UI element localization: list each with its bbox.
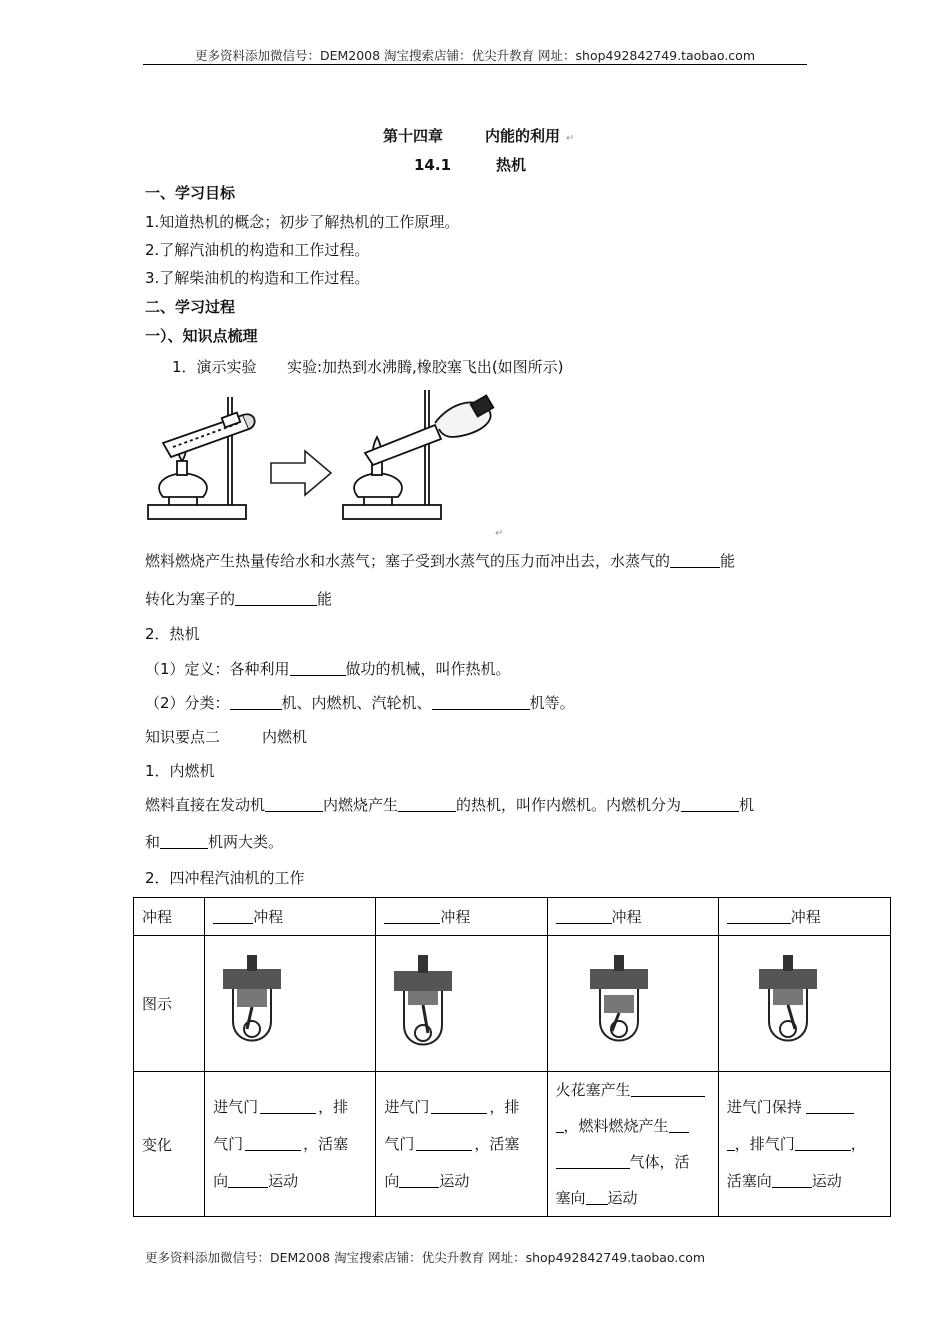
blank[interactable] xyxy=(806,1099,854,1114)
blank[interactable] xyxy=(431,1099,487,1114)
blank xyxy=(556,909,612,924)
blank[interactable] xyxy=(290,661,346,676)
cell-text: ，排气门 xyxy=(734,1134,795,1153)
cell-text: 气门 xyxy=(213,1134,244,1153)
stroke-name-cell[interactable] xyxy=(547,898,718,936)
point2-title: 内燃机 xyxy=(262,728,308,746)
blank[interactable] xyxy=(556,1154,630,1169)
stroke-suffix: 冲程 xyxy=(253,908,284,926)
blank[interactable] xyxy=(228,1173,268,1188)
cell-text: ，排 xyxy=(489,1097,520,1116)
stroke-suffix: 冲程 xyxy=(440,908,471,926)
blank[interactable] xyxy=(795,1136,851,1151)
blank xyxy=(384,909,440,924)
process-heading: 二、学习过程 xyxy=(145,298,236,316)
ice-text: 的热机，叫作内燃机。内燃机分为 xyxy=(456,796,682,814)
class-text: 机、内燃机、汽轮机、 xyxy=(281,694,432,712)
blank[interactable] xyxy=(727,1136,735,1151)
energy-text: 能 xyxy=(317,590,333,608)
chapter-name: 内能的利用 xyxy=(485,127,561,145)
stroke-name-cell[interactable] xyxy=(718,898,890,936)
cell-text: 进气门 xyxy=(213,1097,259,1116)
cell-text: ，燃料燃烧产生 xyxy=(563,1117,669,1135)
cell-text: 运动 xyxy=(439,1171,470,1190)
engine-diagram-cell xyxy=(718,936,890,1072)
engine-power-diagram xyxy=(584,951,654,1057)
blank[interactable] xyxy=(631,1082,705,1097)
ice-text: 和 xyxy=(145,833,161,851)
stroke-name-cell[interactable] xyxy=(205,898,376,936)
goal-item-1: 1.知道热机的概念；初步了解热机的工作原理。 xyxy=(145,213,460,231)
class-text: 机等。 xyxy=(529,694,575,712)
blank[interactable] xyxy=(260,1099,316,1114)
ice-text: 机 xyxy=(739,796,755,814)
paragraph-mark: ↵ xyxy=(566,133,575,144)
blank[interactable] xyxy=(432,695,530,710)
blank[interactable] xyxy=(556,1118,564,1133)
definition-text: （1）定义：各种利用 xyxy=(145,660,290,678)
engine-diagram-cell xyxy=(205,936,376,1072)
engine-diagram-cell xyxy=(547,936,718,1072)
blank[interactable] xyxy=(670,553,720,568)
engine-intake-diagram xyxy=(217,951,287,1057)
ice-text: 机两大类。 xyxy=(208,833,284,851)
cell-text: ，活塞 xyxy=(303,1134,349,1153)
cell-text: 进气门保持 xyxy=(726,1097,802,1116)
experiment-before xyxy=(148,397,255,519)
page-footer: 更多资料添加微信号：DEM2008 淘宝搜索店铺：优尖升教育 网址：shop492842749.taobao.com xyxy=(145,1250,706,1265)
energy-text: 转化为塞子的 xyxy=(145,590,236,608)
ice-line-1 xyxy=(145,795,754,815)
blank[interactable] xyxy=(669,1118,689,1133)
change-cell-power xyxy=(547,1072,718,1217)
stroke-suffix: 冲程 xyxy=(611,908,642,926)
cell-text: ，活塞 xyxy=(474,1134,520,1153)
cell-text: 向 xyxy=(213,1171,229,1190)
engine-exhaust-diagram xyxy=(753,951,823,1057)
blank[interactable] xyxy=(265,797,323,812)
section-number: 14.1 xyxy=(414,156,452,174)
cell-text: 火花塞产生 xyxy=(555,1081,631,1099)
ice-text: 内燃烧产生 xyxy=(323,796,399,814)
demo-description: 实验:加热到水沸腾,橡胶塞飞出(如图所示) xyxy=(287,358,564,376)
section-name: 热机 xyxy=(496,156,527,174)
blank[interactable] xyxy=(398,797,456,812)
stroke-heading: 2．四冲程汽油机的工作 xyxy=(145,869,305,887)
energy-line-2 xyxy=(145,589,332,609)
change-cell-compression xyxy=(376,1072,547,1217)
cell-text: 向 xyxy=(384,1171,400,1190)
page-header: 更多资料添加微信号：DEM2008 淘宝搜索店铺：优尖升教育 网址：shop492842749.taobao.com xyxy=(194,48,756,63)
demo-label: 1．演示实验 xyxy=(172,358,257,376)
point2-label: 知识要点二 xyxy=(145,728,221,746)
definition-text: 做功的机械，叫作热机。 xyxy=(345,660,511,678)
stroke-name-cell[interactable] xyxy=(376,898,547,936)
table-row xyxy=(134,898,891,936)
blank xyxy=(213,909,253,924)
goal-item-3: 3.了解柴油机的构造和工作过程。 xyxy=(145,269,370,287)
experiment-illustration xyxy=(143,385,503,535)
change-cell-intake xyxy=(205,1072,376,1217)
engine-compression-diagram xyxy=(388,949,458,1059)
blank xyxy=(727,909,791,924)
paragraph-mark: ↵ xyxy=(495,528,504,539)
cell-text: 气体，活 xyxy=(629,1153,690,1171)
heat-engine-classification xyxy=(145,693,575,713)
goal-item-2: 2.了解汽油机的构造和工作过程。 xyxy=(145,241,370,259)
blank[interactable] xyxy=(230,695,282,710)
engine-diagram-cell xyxy=(376,936,547,1072)
blank[interactable] xyxy=(235,591,317,606)
class-text: （2）分类： xyxy=(145,694,230,712)
heat-engine-heading: 2．热机 xyxy=(145,625,200,643)
knowledge-subheading: 一）、知识点梳理 xyxy=(145,327,258,345)
cell-text: 活塞向 xyxy=(726,1171,772,1190)
stroke-table xyxy=(133,897,891,1217)
blank[interactable] xyxy=(160,834,208,849)
chapter-label: 第十四章 xyxy=(383,127,444,145)
ice-line-2 xyxy=(145,832,283,852)
blank[interactable] xyxy=(245,1136,301,1151)
change-cell-exhaust xyxy=(718,1072,890,1217)
cell-text: 运动 xyxy=(268,1171,299,1190)
table-row xyxy=(134,936,891,1072)
cell-text: 塞向 xyxy=(555,1189,586,1207)
cell-text: 进气门 xyxy=(384,1097,430,1116)
blank[interactable] xyxy=(586,1190,608,1205)
energy-text: 燃料燃烧产生热量传给水和水蒸气；塞子受到水蒸气的压力而冲出去，水蒸气的 xyxy=(145,552,671,570)
blank[interactable] xyxy=(681,797,739,812)
blank[interactable] xyxy=(772,1173,812,1188)
cell-text: 运动 xyxy=(607,1189,638,1207)
cell-text: ，排 xyxy=(318,1097,349,1116)
arrow-icon xyxy=(271,451,331,495)
energy-text: 能 xyxy=(720,552,736,570)
cell-text: ， xyxy=(850,1134,866,1153)
ice-text: 燃料直接在发动机 xyxy=(145,796,266,814)
table-row xyxy=(134,1072,891,1217)
blank[interactable] xyxy=(399,1173,439,1188)
row-label: 变化 xyxy=(134,1072,205,1217)
cell-text: 运动 xyxy=(811,1171,842,1190)
experiment-after xyxy=(343,390,493,519)
cell-text: 气门 xyxy=(384,1134,415,1153)
heat-engine-definition xyxy=(145,659,511,679)
header-divider xyxy=(143,64,807,65)
stroke-suffix: 冲程 xyxy=(790,908,821,926)
blank[interactable] xyxy=(416,1136,472,1151)
goals-heading: 一、学习目标 xyxy=(145,184,236,202)
row-label: 图示 xyxy=(134,936,205,1072)
ice-heading: 1．内燃机 xyxy=(145,762,215,780)
energy-line-1 xyxy=(145,551,735,571)
row-label: 冲程 xyxy=(134,898,205,936)
